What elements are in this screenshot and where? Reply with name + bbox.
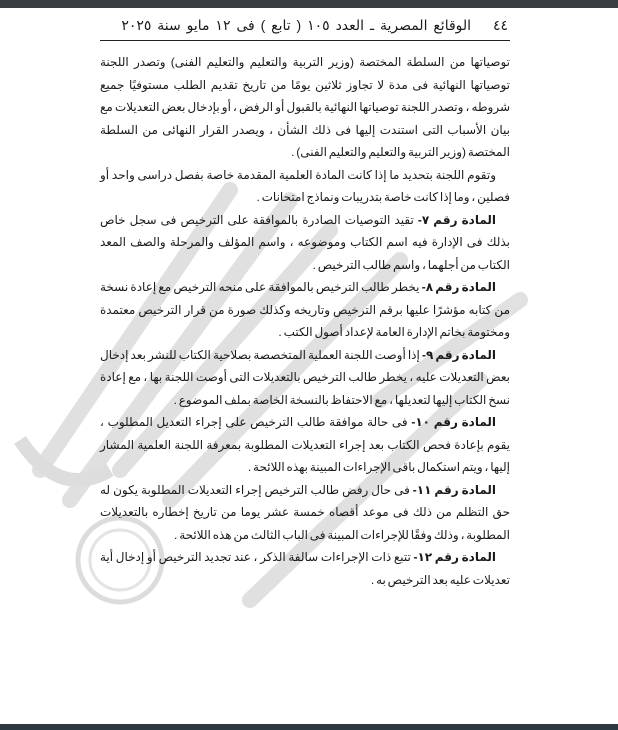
- article-8: [100, 276, 510, 344]
- article-11: [100, 479, 510, 547]
- article-label: المادة رقم ١٢-: [413, 550, 496, 564]
- article-9: [100, 344, 510, 412]
- document-page: [100, 8, 510, 591]
- paragraph-text: تقيد التوصيات الصادرة بالموافقة على الترخيص فى سجل خاص بذلك فى الإدارة فيه اسم الكتاب وموضوعه ، واسم المؤلف والمرحلة والصف المعد الكتاب من أجلهما ، واسم طالب الترخيص .: [100, 212, 510, 272]
- paragraph-text: توصياتها من السلطة المختصة (وزير التربية والتعليم والتعليم الفنى) وتصدر اللجنة توصياتها النهائية فى مدة لا تجاوز ثلاثين يومًا من تاريخ تقديم الطلب مستوفيًا جميع شروطه ، وتصدر اللجنة توصياتها النهائية بالقبول أو الرفض ، أو بإدخال بعض التعديلات مع بيان الأسباب التى استندت إليها فى ذلك الشأن ، ويصدر القرار النهائى من السلطة المختصة (وزير التربية والتعليم والتعليم الفنى) .: [100, 55, 510, 159]
- paragraph-text: إذا أوصت اللجنة العملية المتخصصة بصلاحية الكتاب للنشر بعد إدخال بعض التعديلات عليه ، يخطر طالب الترخيص بالتعديلات التى أوصت اللجنة بها ، مع إعادة نسخ الكتاب إليها لتعديلها ، مع الاحتفاظ بالنسخة الخاصة بملف الموضوع .: [100, 347, 510, 407]
- article-label: المادة رقم ١١-: [412, 482, 496, 497]
- page-header: [100, 14, 510, 36]
- article-12: [100, 546, 510, 591]
- paragraph-text: يخطر طالب الترخيص بالموافقة على منحه الترخيص مع إعادة نسخة من كتابه مؤشرًا عليها برقم الترخيص وتاريخه وكذلك صورة من قرار الترخيص معتمدة ومختومة بخاتم الإدارة العامة لإعداد أصول الكتب .: [100, 280, 510, 339]
- article-label: المادة رقم ٨-: [421, 280, 497, 294]
- viewer-top-bar: [0, 0, 618, 8]
- article-label: المادة رقم ٩-: [421, 347, 496, 362]
- paragraph-text: وتقوم اللجنة بتحديد ما إذا كانت المادة العلمية المقدمة خاصة بفصل دراسى واحد أو فصلين ، وما إذا كانت خاصة بتدريبات ونماذج امتحانات .: [100, 167, 510, 204]
- article-label: المادة رقم ١٠-: [411, 415, 496, 429]
- paragraph-text: فى حالة موافقة طالب الترخيص على إجراء التعديل المطلوب ، يقوم بإعادة فحص الكتاب بعد إجراء التعديلات المطلوبة بمعرفة اللجنة العلمية المشار إليها ، ويتم استكمال باقى الإجراءات المبينة بهذه اللائحة .: [100, 415, 510, 474]
- paragraph-text: تتبع ذات الإجراءات سالفة الذكر ، عند تجديد الترخيص أو إدخال أية تعديلات عليه بعد الترخيص به .: [100, 550, 510, 587]
- header-rule: [100, 40, 510, 41]
- article-label: المادة رقم ٧-: [417, 212, 496, 227]
- paragraph-text: فى حال رفض طالب الترخيص إجراء التعديلات المطلوبة يكون له حق التظلم من ذلك فى موعد أقصاه خمسة عشر يوما من تاريخ إخطاره بالتعديلات المطلوبة ، وذلك وفقًا للإجراءات المبينة فى الباب الثالث من هذه اللائحة .: [100, 482, 510, 542]
- page-number: ٤٤: [492, 17, 508, 33]
- paragraph: [100, 51, 510, 164]
- paragraph: [100, 164, 510, 209]
- article-7: [100, 209, 510, 277]
- article-10: [100, 411, 510, 479]
- gazette-title: الوقائع المصرية ـ العدد ١٠٥ ( تابع ) فى ١٢ مايو سنة ٢٠٢٥: [121, 17, 472, 33]
- viewer-bottom-bar: [0, 724, 618, 730]
